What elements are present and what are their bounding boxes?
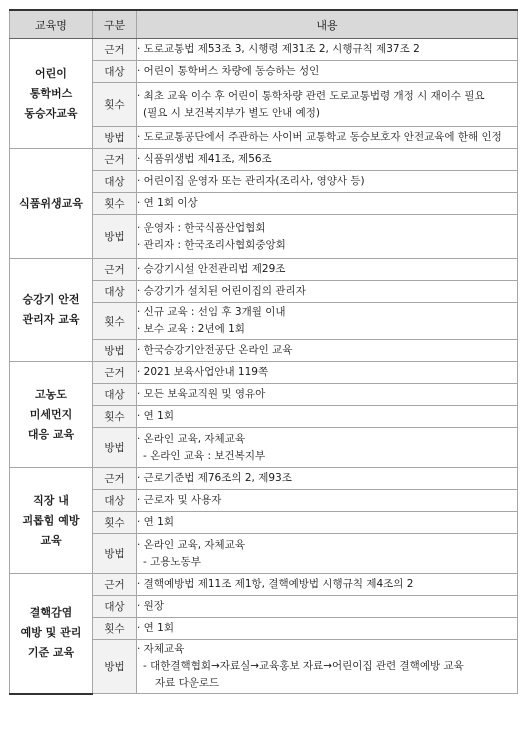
content-cell: [137, 640, 518, 694]
type-label-cell: 횟수: [93, 406, 137, 428]
type-label-cell: 대상: [93, 490, 137, 512]
content-cell: [137, 149, 518, 171]
table-row: [10, 362, 518, 384]
content-line: · 근로기준법 제76조의 2, 제93조: [137, 472, 292, 484]
course-name-line: 어린이: [35, 66, 67, 80]
content-cell: [137, 512, 518, 534]
content-line: · 도로교통법 제53조 3, 시행령 제31조 2, 시행규칙 제37조 2: [137, 43, 420, 55]
content-line: · 모든 보육교직원 및 영유아: [137, 388, 266, 400]
content-cell: [137, 39, 518, 61]
content-cell: [137, 490, 518, 512]
content-cell: [137, 61, 518, 83]
content-line: · 관리자 : 한국조리사협회중앙회: [137, 238, 286, 251]
type-label-cell: 횟수: [93, 512, 137, 534]
content-cell: [137, 281, 518, 303]
content-cell: [137, 340, 518, 362]
table-row: [10, 574, 518, 596]
content-cell: [137, 406, 518, 428]
content-line: · 식품위생법 제41조, 제56조: [137, 153, 272, 165]
table-body: [10, 39, 518, 694]
content-line: (필요 시 보건복지부가 별도 안내 예정): [143, 106, 321, 119]
type-label-cell: 횟수: [93, 83, 137, 127]
content-line: · 도로교통공단에서 주관하는 사이버 교통학교 동승보호자 안전교육에 한해 인정: [137, 131, 502, 143]
content-line: · 승강기가 설치된 어린이집의 관리자: [137, 285, 306, 297]
content-cell: [137, 215, 518, 259]
type-label-cell: 방법: [93, 215, 137, 259]
table-row: [10, 39, 518, 61]
content-line: · 자체교육: [137, 643, 185, 655]
course-name-cell: [10, 259, 93, 362]
content-cell: [137, 193, 518, 215]
type-label-cell: 방법: [93, 534, 137, 574]
type-label-cell: 횟수: [93, 303, 137, 340]
content-cell: [137, 127, 518, 149]
type-label-cell: 근거: [93, 574, 137, 596]
type-label-cell: 방법: [93, 640, 137, 694]
table-row: [10, 468, 518, 490]
type-label-cell: 근거: [93, 362, 137, 384]
content-cell: [137, 83, 518, 127]
course-name-line: 동승자교육: [24, 106, 78, 120]
type-label-cell: 방법: [93, 428, 137, 468]
content-line: · 최초 교육 이수 후 어린이 통학차량 관련 도로교통법령 개정 시 재이수 필요: [137, 89, 485, 102]
content-cell: [137, 303, 518, 340]
course-name-line: 예방 및 관리: [20, 626, 82, 640]
course-name-line: 승강기 안전: [22, 293, 80, 306]
type-label-cell: 방법: [93, 340, 137, 362]
type-label-cell: 근거: [93, 39, 137, 61]
header-content: 내용: [137, 10, 518, 39]
content-line: - 고용노동부: [143, 555, 201, 568]
content-cell: [137, 171, 518, 193]
content-line: · 승강기시설 안전관리법 제29조: [137, 263, 286, 275]
course-name-line: 직장 내: [33, 493, 69, 507]
table-row: [10, 259, 518, 281]
course-name-line: 결핵감염: [29, 606, 73, 620]
content-line: · 원장: [137, 600, 164, 612]
content-line: · 연 1회 이상: [137, 197, 198, 209]
content-line: · 신규 교육 : 선임 후 3개월 이내: [137, 306, 286, 318]
content-line: · 어린이 통학버스 차량에 동승하는 성인: [137, 65, 320, 77]
content-line: · 연 1회: [137, 622, 174, 634]
type-label-cell: 횟수: [93, 193, 137, 215]
course-name-cell: [10, 149, 93, 259]
course-name-line: 교육: [40, 533, 62, 547]
course-name-cell: [10, 574, 93, 694]
content-line: · 근로자 및 사용자: [137, 494, 222, 506]
content-line: · 보수 교육 : 2년에 1회: [137, 323, 245, 335]
type-label-cell: 대상: [93, 61, 137, 83]
content-cell: [137, 574, 518, 596]
type-label-cell: 횟수: [93, 618, 137, 640]
content-cell: [137, 259, 518, 281]
content-line: 자료 다운로드: [155, 677, 220, 689]
header-type: 구분: [93, 10, 137, 39]
content-line: · 2021 보육사업안내 119쪽: [137, 366, 269, 378]
course-name-line: 미세먼지: [29, 407, 73, 421]
content-line: - 대한결핵협회→자료실→교육홍보 자료→어린이집 관련 결핵예방 교육: [143, 660, 464, 672]
course-name-line: 괴롭힘 예방: [22, 513, 80, 527]
course-name-line: 고농도: [35, 387, 67, 401]
content-cell: [137, 428, 518, 468]
content-line: · 온라인 교육, 자체교육: [137, 538, 245, 551]
content-line: · 결핵예방법 제11조 제1항, 결핵예방법 시행규칙 제4조의 2: [137, 578, 414, 590]
course-name-cell: [10, 362, 93, 468]
content-line: · 연 1회: [137, 410, 174, 422]
course-name-line: 대응 교육: [27, 427, 75, 441]
content-line: · 온라인 교육, 자체교육: [137, 432, 245, 445]
content-cell: [137, 618, 518, 640]
content-line: · 운영자 : 한국식품산업협회: [137, 221, 266, 234]
type-label-cell: 대상: [93, 281, 137, 303]
course-name-cell: [10, 39, 93, 149]
course-name-line: 식품위생교육: [19, 196, 83, 210]
content-cell: [137, 362, 518, 384]
type-label-cell: 근거: [93, 149, 137, 171]
header-course: 교육명: [10, 10, 93, 39]
content-line: · 한국승강기안전공단 온라인 교육: [137, 344, 293, 356]
type-label-cell: 방법: [93, 127, 137, 149]
type-label-cell: 대상: [93, 596, 137, 618]
course-name-line: 통학버스: [29, 86, 73, 100]
content-cell: [137, 596, 518, 618]
course-name-cell: [10, 468, 93, 574]
course-name-line: 관리자 교육: [22, 313, 80, 326]
education-table: [9, 9, 518, 695]
course-name-line: 기준 교육: [27, 646, 75, 660]
content-cell: [137, 384, 518, 406]
content-cell: [137, 534, 518, 574]
header-row: [10, 10, 518, 39]
content-line: · 연 1회: [137, 516, 174, 528]
type-label-cell: 근거: [93, 468, 137, 490]
type-label-cell: 대상: [93, 384, 137, 406]
content-cell: [137, 468, 518, 490]
table-row: [10, 149, 518, 171]
type-label-cell: 근거: [93, 259, 137, 281]
content-line: - 온라인 교육 : 보건복지부: [143, 449, 266, 462]
type-label-cell: 대상: [93, 171, 137, 193]
content-line: · 어린이집 운영자 또는 관리자(조리사, 영양사 등): [137, 175, 365, 187]
